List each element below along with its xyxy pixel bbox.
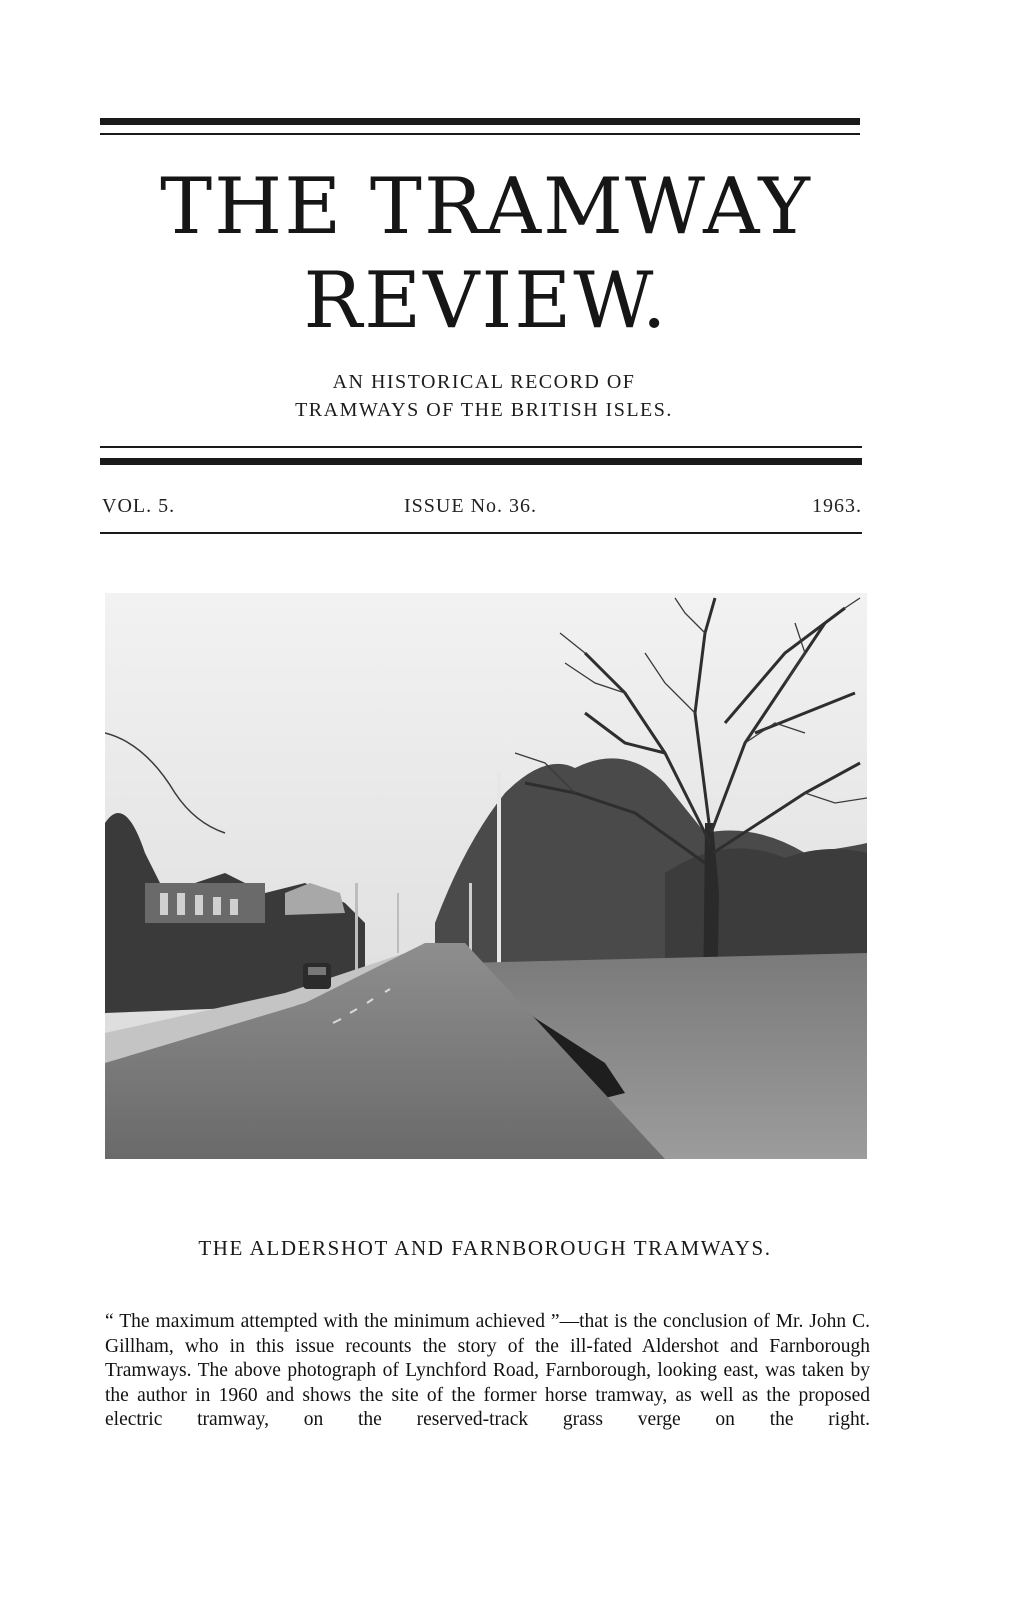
issue-row-rule	[100, 532, 862, 534]
article-heading: THE ALDERSHOT AND FARNBOROUGH TRAMWAYS.	[198, 1236, 772, 1260]
issue-year-label: 1963.	[812, 495, 862, 517]
masthead-rule-thin	[100, 446, 862, 448]
issue-number-label: ISSUE No. 36.	[404, 495, 538, 517]
masthead-rule-thick	[100, 458, 862, 465]
article-body: “ The maximum attempted with the minimum achieved ”—that is the conclusion of Mr. John C. Gillham, who in this issue recounts the story of the ill-fated Aldershot and Farnborough Tramways. The above photograph of Lynchford Road, Farnborough, looking east, was taken by the author in 1960 and shows the site of the former horse tramway, as well as the proposed electric tramway, on the reserved-track grass verge on the right.	[105, 1311, 870, 1430]
masthead-title-line2: REVIEW.	[303, 256, 669, 346]
top-rule-thin	[100, 133, 860, 135]
masthead-subtitle-line1: AN HISTORICAL RECORD OF	[332, 371, 636, 393]
masthead-title-line1: THE TRAMWAY	[160, 162, 812, 252]
masthead-subtitle-line2: TRAMWAYS OF THE BRITISH ISLES.	[295, 399, 673, 421]
top-rule-thick	[100, 118, 860, 125]
cover-photograph	[105, 593, 867, 1159]
road-photograph-icon	[105, 593, 867, 1159]
volume-label: VOL. 5.	[102, 495, 176, 517]
